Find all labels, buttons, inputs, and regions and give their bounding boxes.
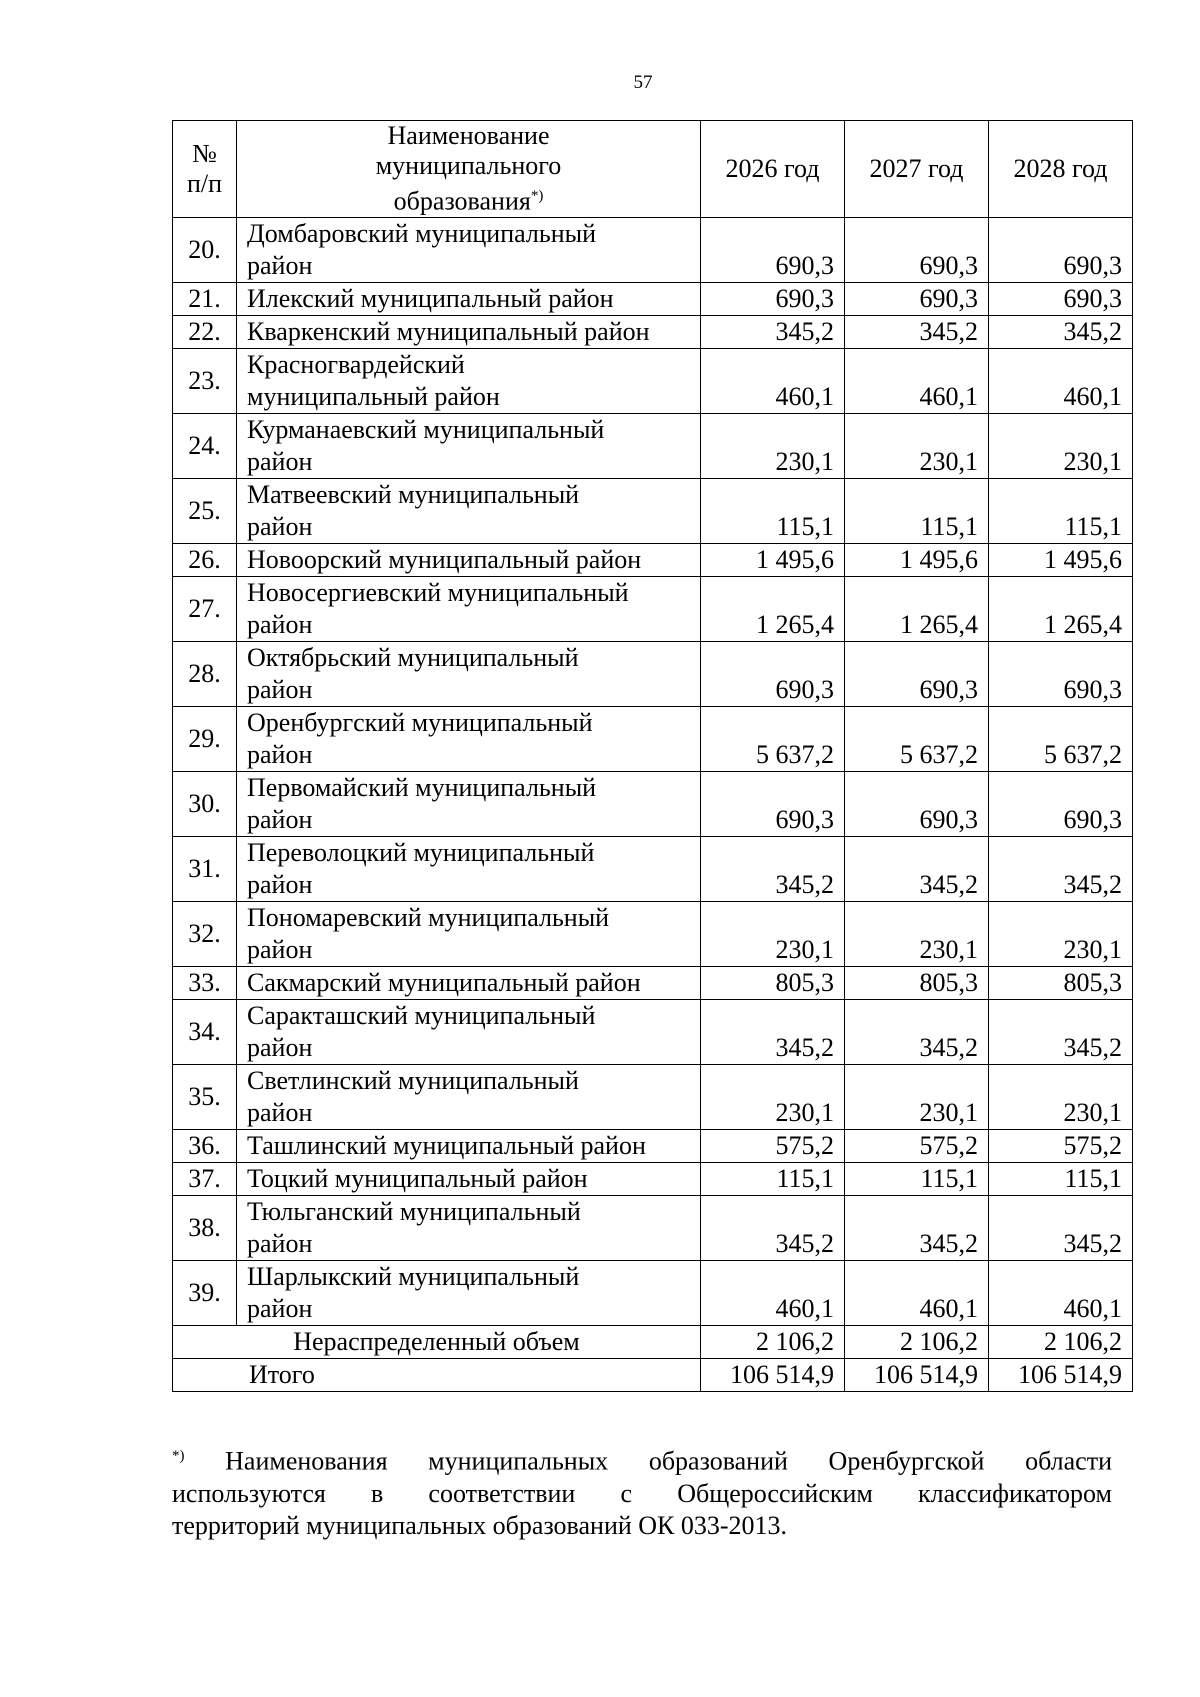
header-number-symbol: № xyxy=(192,139,217,168)
table-header-row xyxy=(173,121,1133,218)
value-2026: 345,2 xyxy=(701,316,845,349)
value-2028: 460,1 xyxy=(989,349,1133,414)
page-number: 57 xyxy=(633,72,653,93)
unallocated-2026: 2 106,2 xyxy=(701,1326,845,1359)
value-2027: 805,3 xyxy=(845,967,989,1000)
header-number xyxy=(173,121,237,218)
value-2028: 575,2 xyxy=(989,1130,1133,1163)
value-2028: 1 495,6 xyxy=(989,544,1133,577)
municipality-name-line1: Новосергиевский муниципальный xyxy=(247,578,629,607)
total-label: Итого xyxy=(173,1359,701,1392)
value-2028: 345,2 xyxy=(989,316,1133,349)
municipality-name xyxy=(237,1130,701,1163)
municipality-name xyxy=(237,642,701,707)
municipality-name-line1: Новоорский муниципальный район xyxy=(247,545,642,574)
row-number: 23. xyxy=(173,349,237,414)
municipality-name-line1: Тюльганский муниципальный xyxy=(247,1197,581,1226)
row-number: 29. xyxy=(173,707,237,772)
row-number: 25. xyxy=(173,479,237,544)
value-2028: 5 637,2 xyxy=(989,707,1133,772)
value-2026: 115,1 xyxy=(701,479,845,544)
municipality-name-line1: Курманаевский муниципальный xyxy=(247,415,605,444)
municipality-name xyxy=(237,837,701,902)
value-2026: 115,1 xyxy=(701,1163,845,1196)
value-2028: 115,1 xyxy=(989,1163,1133,1196)
municipality-name xyxy=(237,1065,701,1130)
value-2027: 115,1 xyxy=(845,479,989,544)
unallocated-label: Нераспределенный объем xyxy=(173,1326,701,1359)
municipality-name-line1: Саракташский муниципальный xyxy=(247,1001,596,1030)
header-year-2027: 2027 год xyxy=(845,121,989,218)
table-row xyxy=(173,316,1133,349)
footnote-reference: *) xyxy=(530,188,544,205)
header-name xyxy=(237,121,701,218)
table-row xyxy=(173,837,1133,902)
table-row xyxy=(173,1163,1133,1196)
table-row xyxy=(173,1000,1133,1065)
header-year-2026: 2026 год xyxy=(701,121,845,218)
municipality-name-line2: муниципальный район xyxy=(247,382,500,411)
municipality-name-line1: Тоцкий муниципальный район xyxy=(247,1164,588,1193)
row-number: 24. xyxy=(173,414,237,479)
value-2026: 575,2 xyxy=(701,1130,845,1163)
value-2026: 230,1 xyxy=(701,902,845,967)
row-number: 21. xyxy=(173,283,237,316)
value-2027: 230,1 xyxy=(845,1065,989,1130)
municipality-name xyxy=(237,316,701,349)
value-2027: 115,1 xyxy=(845,1163,989,1196)
municipality-name-line1: Ташлинский муниципальный район xyxy=(247,1131,646,1160)
municipality-name-line1: Домбаровский муниципальный xyxy=(247,219,597,248)
row-number: 27. xyxy=(173,577,237,642)
municipality-name-line2: район xyxy=(247,1098,313,1127)
total-2028: 106 514,9 xyxy=(989,1359,1133,1392)
municipality-name-line1: Матвеевский муниципальный xyxy=(247,480,580,509)
table-row xyxy=(173,902,1133,967)
municipality-name-line1: Переволоцкий муниципальный xyxy=(247,838,595,867)
table-row xyxy=(173,283,1133,316)
value-2026: 690,3 xyxy=(701,772,845,837)
value-2026: 345,2 xyxy=(701,837,845,902)
value-2028: 1 265,4 xyxy=(989,577,1133,642)
table-row xyxy=(173,544,1133,577)
value-2027: 690,3 xyxy=(845,642,989,707)
municipality-name-line2: район xyxy=(247,512,313,541)
footnote-text-1: Наименования муниципальных образований Оренбургской области xyxy=(225,1446,1112,1476)
municipality-name xyxy=(237,1196,701,1261)
municipality-name-line2: район xyxy=(247,805,313,834)
row-number: 37. xyxy=(173,1163,237,1196)
row-number: 22. xyxy=(173,316,237,349)
municipality-name-line1: Первомайский муниципальный xyxy=(247,773,597,802)
value-2026: 1 265,4 xyxy=(701,577,845,642)
row-number: 34. xyxy=(173,1000,237,1065)
municipality-name-line2: район xyxy=(247,740,313,769)
value-2026: 805,3 xyxy=(701,967,845,1000)
value-2027: 690,3 xyxy=(845,772,989,837)
value-2026: 230,1 xyxy=(701,414,845,479)
value-2027: 345,2 xyxy=(845,1000,989,1065)
value-2026: 230,1 xyxy=(701,1065,845,1130)
value-2027: 345,2 xyxy=(845,837,989,902)
unallocated-row xyxy=(173,1326,1133,1359)
footnote-marker: *) xyxy=(172,1448,185,1464)
table-row xyxy=(173,414,1133,479)
value-2027: 460,1 xyxy=(845,1261,989,1326)
row-number: 39. xyxy=(173,1261,237,1326)
table-row xyxy=(173,1065,1133,1130)
value-2028: 115,1 xyxy=(989,479,1133,544)
value-2028: 345,2 xyxy=(989,1000,1133,1065)
municipality-name-line1: Сакмарский муниципальный район xyxy=(247,968,641,997)
row-number: 32. xyxy=(173,902,237,967)
value-2026: 345,2 xyxy=(701,1000,845,1065)
table-row xyxy=(173,967,1133,1000)
table-row xyxy=(173,1196,1133,1261)
value-2028: 460,1 xyxy=(989,1261,1133,1326)
value-2027: 690,3 xyxy=(845,283,989,316)
municipality-name xyxy=(237,283,701,316)
header-name-line2: муниципального xyxy=(375,151,562,181)
municipality-name xyxy=(237,577,701,642)
table-row xyxy=(173,577,1133,642)
total-2027: 106 514,9 xyxy=(845,1359,989,1392)
municipality-name xyxy=(237,772,701,837)
value-2028: 805,3 xyxy=(989,967,1133,1000)
value-2026: 1 495,6 xyxy=(701,544,845,577)
municipality-name-line1: Октябрьский муниципальный xyxy=(247,643,579,672)
footnote-line-1 xyxy=(172,1440,1112,1478)
row-number: 38. xyxy=(173,1196,237,1261)
footnote-line-3: территорий муниципальных образований ОК 033-2013. xyxy=(172,1510,788,1540)
municipality-name xyxy=(237,1163,701,1196)
row-number: 31. xyxy=(173,837,237,902)
municipality-name xyxy=(237,414,701,479)
header-number-abbr: п/п xyxy=(186,169,223,198)
municipality-name-line1: Светлинский муниципальный xyxy=(247,1066,579,1095)
row-number: 36. xyxy=(173,1130,237,1163)
municipality-name xyxy=(237,218,701,283)
municipality-name-line1: Оренбургский муниципальный xyxy=(247,708,593,737)
municipality-name xyxy=(237,902,701,967)
value-2027: 345,2 xyxy=(845,1196,989,1261)
allocation-table xyxy=(172,120,1133,1392)
footnote xyxy=(172,1440,1112,1542)
value-2026: 690,3 xyxy=(701,283,845,316)
table-row xyxy=(173,642,1133,707)
municipality-name xyxy=(237,479,701,544)
municipality-name xyxy=(237,707,701,772)
value-2027: 345,2 xyxy=(845,316,989,349)
value-2026: 460,1 xyxy=(701,349,845,414)
municipality-name-line1: Красногвардейский xyxy=(247,350,465,379)
table-body xyxy=(173,218,1133,1326)
municipality-name-line2: район xyxy=(247,1229,313,1258)
municipality-name-line2: район xyxy=(247,447,313,476)
header-year-2028: 2028 год xyxy=(989,121,1133,218)
municipality-name-line2: район xyxy=(247,675,313,704)
header-name-line1: Наименование xyxy=(387,121,550,151)
table-row xyxy=(173,1261,1133,1326)
value-2027: 460,1 xyxy=(845,349,989,414)
municipality-name-line2: район xyxy=(247,935,313,964)
table-row xyxy=(173,1130,1133,1163)
row-number: 35. xyxy=(173,1065,237,1130)
unallocated-2027: 2 106,2 xyxy=(845,1326,989,1359)
footnote-line-2: используются в соответствии с Общероссийским классификатором xyxy=(172,1478,1112,1508)
value-2027: 690,3 xyxy=(845,218,989,283)
value-2027: 230,1 xyxy=(845,414,989,479)
value-2026: 690,3 xyxy=(701,642,845,707)
value-2028: 690,3 xyxy=(989,283,1133,316)
value-2028: 690,3 xyxy=(989,642,1133,707)
value-2026: 460,1 xyxy=(701,1261,845,1326)
value-2026: 690,3 xyxy=(701,218,845,283)
municipality-name-line1: Кваркенский муниципальный район xyxy=(247,317,650,346)
value-2027: 1 265,4 xyxy=(845,577,989,642)
value-2028: 690,3 xyxy=(989,772,1133,837)
total-row xyxy=(173,1359,1133,1392)
value-2026: 345,2 xyxy=(701,1196,845,1261)
municipality-name xyxy=(237,1000,701,1065)
municipality-name-line1: Шарлыкский муниципальный xyxy=(247,1262,580,1291)
row-number: 33. xyxy=(173,967,237,1000)
row-number: 28. xyxy=(173,642,237,707)
municipality-name-line2: район xyxy=(247,610,313,639)
municipality-name xyxy=(237,544,701,577)
table-row xyxy=(173,707,1133,772)
municipality-name-line2: район xyxy=(247,1294,313,1323)
table-row xyxy=(173,772,1133,837)
row-number: 20. xyxy=(173,218,237,283)
header-name-line3: образования xyxy=(393,186,531,216)
municipality-name-line1: Илекский муниципальный район xyxy=(247,284,614,313)
total-2026: 106 514,9 xyxy=(701,1359,845,1392)
value-2028: 345,2 xyxy=(989,1196,1133,1261)
value-2028: 230,1 xyxy=(989,902,1133,967)
municipality-name-line2: район xyxy=(247,251,313,280)
row-number: 30. xyxy=(173,772,237,837)
row-number: 26. xyxy=(173,544,237,577)
municipality-name-line2: район xyxy=(247,1033,313,1062)
value-2026: 5 637,2 xyxy=(701,707,845,772)
municipality-name-line1: Пономаревский муниципальный xyxy=(247,903,610,932)
value-2027: 1 495,6 xyxy=(845,544,989,577)
value-2028: 230,1 xyxy=(989,1065,1133,1130)
value-2027: 5 637,2 xyxy=(845,707,989,772)
municipality-name xyxy=(237,349,701,414)
municipality-name xyxy=(237,1261,701,1326)
unallocated-2028: 2 106,2 xyxy=(989,1326,1133,1359)
municipality-name xyxy=(237,967,701,1000)
value-2028: 345,2 xyxy=(989,837,1133,902)
table-row xyxy=(173,479,1133,544)
table-row xyxy=(173,349,1133,414)
value-2027: 575,2 xyxy=(845,1130,989,1163)
table-row xyxy=(173,218,1133,283)
municipality-name-line2: район xyxy=(247,870,313,899)
value-2027: 230,1 xyxy=(845,902,989,967)
value-2028: 690,3 xyxy=(989,218,1133,283)
value-2028: 230,1 xyxy=(989,414,1133,479)
